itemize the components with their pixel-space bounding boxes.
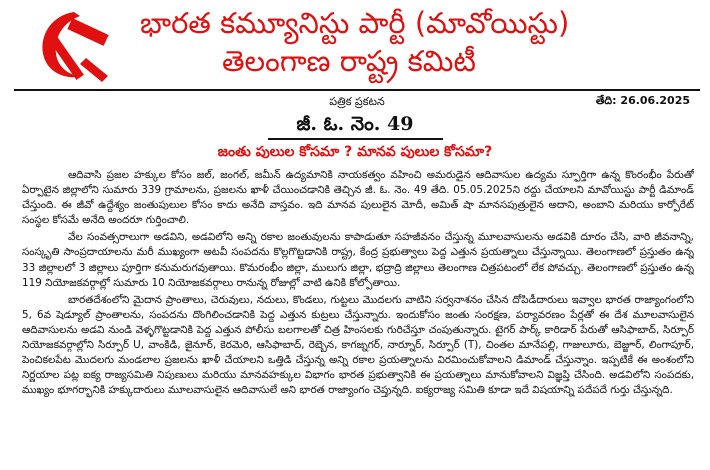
paragraph: బారతదేశంలోని మైదాన ప్రాంతాలు, చెరువులు, నదులు, కొండలు, గుట్టలు మొదలగు వాటిని సర్వనాశనం చేసిన దోపిడీదారులు ఇవ్వాల భారత రాజ్యాంగంలోని 5, 6వ షెడ్యూల్ ప్రాంతాలను, సంపదను దొంగిలించడానికి పెద్ద ఎత్తున కుట్రలు చేస్తున్నారు. ఇందుకోసం జంతు సంరక్షణ, పర్యావరణం పేర్లతో ఈ దేశ మూలవాసులైన ఆదివాసులను అడవి నుండి వెళ్ళగొట్టడానికి పెద్ద ఎత్తున పోలీసు బలగాలతో చిత్ర హింసలకు గురిచేస్తూ చంపుతున్నారు. టైగర్ పార్క్ కారిడార్ పేరుతో ఆసిఫాబాద్, సిర్పూర్ నియోజకవర్గాల్లోని సిర్పూర్ U, వాంకిడి, జైనూర్, కెరమెరి, ఆసిఫాబాద్, రెబ్బెన, కాగజ్నగర్, నార్నూర్, సిర్పూర్ (T), చింతల మానేపల్లి, గాజులూరు, బెజ్జూర్, లింగాపూర్, పెంచికలపేట మొదలగు మండలాల ప్రజలను ఖాళీ చేయాలని ఒత్తిడి చేస్తున్న అన్ని రకాల ప్రయత్నాలను విరమించుకోవాలని డిమాండ్ చేస్తున్నాం. ఇప్పటికే ఈ అంశంలోని నిర్ణయాల పట్ల ఐక్య రాజ్యసమితి నిపుణులు మరియు మానవహక్కుల విభాగం భారత ప్రభుత్వానికి ఈ ప్రయత్నాలు మానుకోవాలని విజ్ఞప్తి చేసింది. అడవిలోని సంపదకు, ముఖ్యం భూగర్భానికి హక్కుదారులు మూలవాసులైన ఆదివాసులే అని భారత రాజ్యాంగం చెప్తున్నది. ఐక్యరాజ్య సమితి కూడా ఇదే విషయాన్ని పదేపదే గుర్తు చేస్తున్నది. <box>22 293 694 397</box>
title-underline <box>268 138 443 140</box>
committee-name: తెలంగాణ రాష్ట్ర కమిటీ <box>222 44 476 78</box>
headline: జంతు పులుల కోసమా ? మానవ పులుల కోసమా? <box>217 144 493 160</box>
letterhead <box>0 0 710 88</box>
organization-name: భారత కమ్యూనిస్టు పార్టీ (మావోయిస్టు) <box>140 6 570 40</box>
go-number-title: జీ. ఓ. నెం. 49 <box>296 113 414 135</box>
paragraph: ఆదివాసి ప్రజల హక్కుల కోసం జల్, జంగల్, జమీన్ ఉద్యమానికి నాయకత్వం వహించి అమరుడైన ఆదివాసుల ఉద్యమ స్ఫూర్తిగా ఉన్న కొంరంభీం పేరుతో ఏర్పాటైన జిల్లాలోని సుమారు 339 గ్రామాలను, ప్రజలను ఖాళీ చేయించడానికి తెచ్చిన జీ. ఓ. నెం. 49 తేది. 05.05.2025ని రద్దు చేయాలని మావోయిస్టు పార్టీ డిమాండ్ చేస్తుంది. ఈ జీవో ఉద్దేశ్యం జంతుపులుల కోసం కాదు అనేది వాస్తవం. ఇది మానవ పులులైన మోదీ, అమిత్ షా మానసపుత్రులైన అదాని, అంబాని మరియు కార్పోరేట్ సంస్థల కోసమే అనేది అందరూ గుర్తించాలి. <box>22 169 694 227</box>
statement-body <box>22 168 694 466</box>
hammer-sickle-icon <box>22 6 130 84</box>
header-rule <box>14 89 700 91</box>
meta-row <box>14 92 700 114</box>
paragraph: వేల సంవత్సరాలుగా అడవిని, అడవిలోని అన్ని రకాల జంతువులను కాపాడుతూ సహజీవనం చేస్తున్న మూలవాసులను అడవికి దూరం చేసి, వారి జీవనాన్ని, సంస్కృతి సాంప్రదాయాలను మరీ ముఖ్యంగా అటవీ సంపదను కొల్లగొట్టడానికి రాష్ట్ర, కేంద్ర ప్రభుత్వాలు పెద్ద ఎత్తున ప్రయత్నాలు చేస్తున్నాయి. తెలంగాణలో ప్రస్తుతం ఉన్న 33 జిల్లాలలో 3 జిల్లాలు పూర్తిగా కనుమరుగవుతాయి. కొమరంభీం జిల్లా, ములుగు జిల్లా, భద్రాద్రి జిల్లాలు తెలంగాణ చిత్రపటంలో లేక పోవచ్చు. తెలంగాణలో ప్రస్తుతం ఉన్న 119 నియోజకవర్గాల్లో సుమారు 10 నియోజకవర్గాలు రానున్న రోజుల్లో వాటి ఉనికి కోల్పోతాయి. <box>22 231 694 289</box>
release-date: తేది: 26.06.2025 <box>595 94 690 107</box>
press-release-label: పత్రిక ప్రకటన <box>329 95 385 108</box>
